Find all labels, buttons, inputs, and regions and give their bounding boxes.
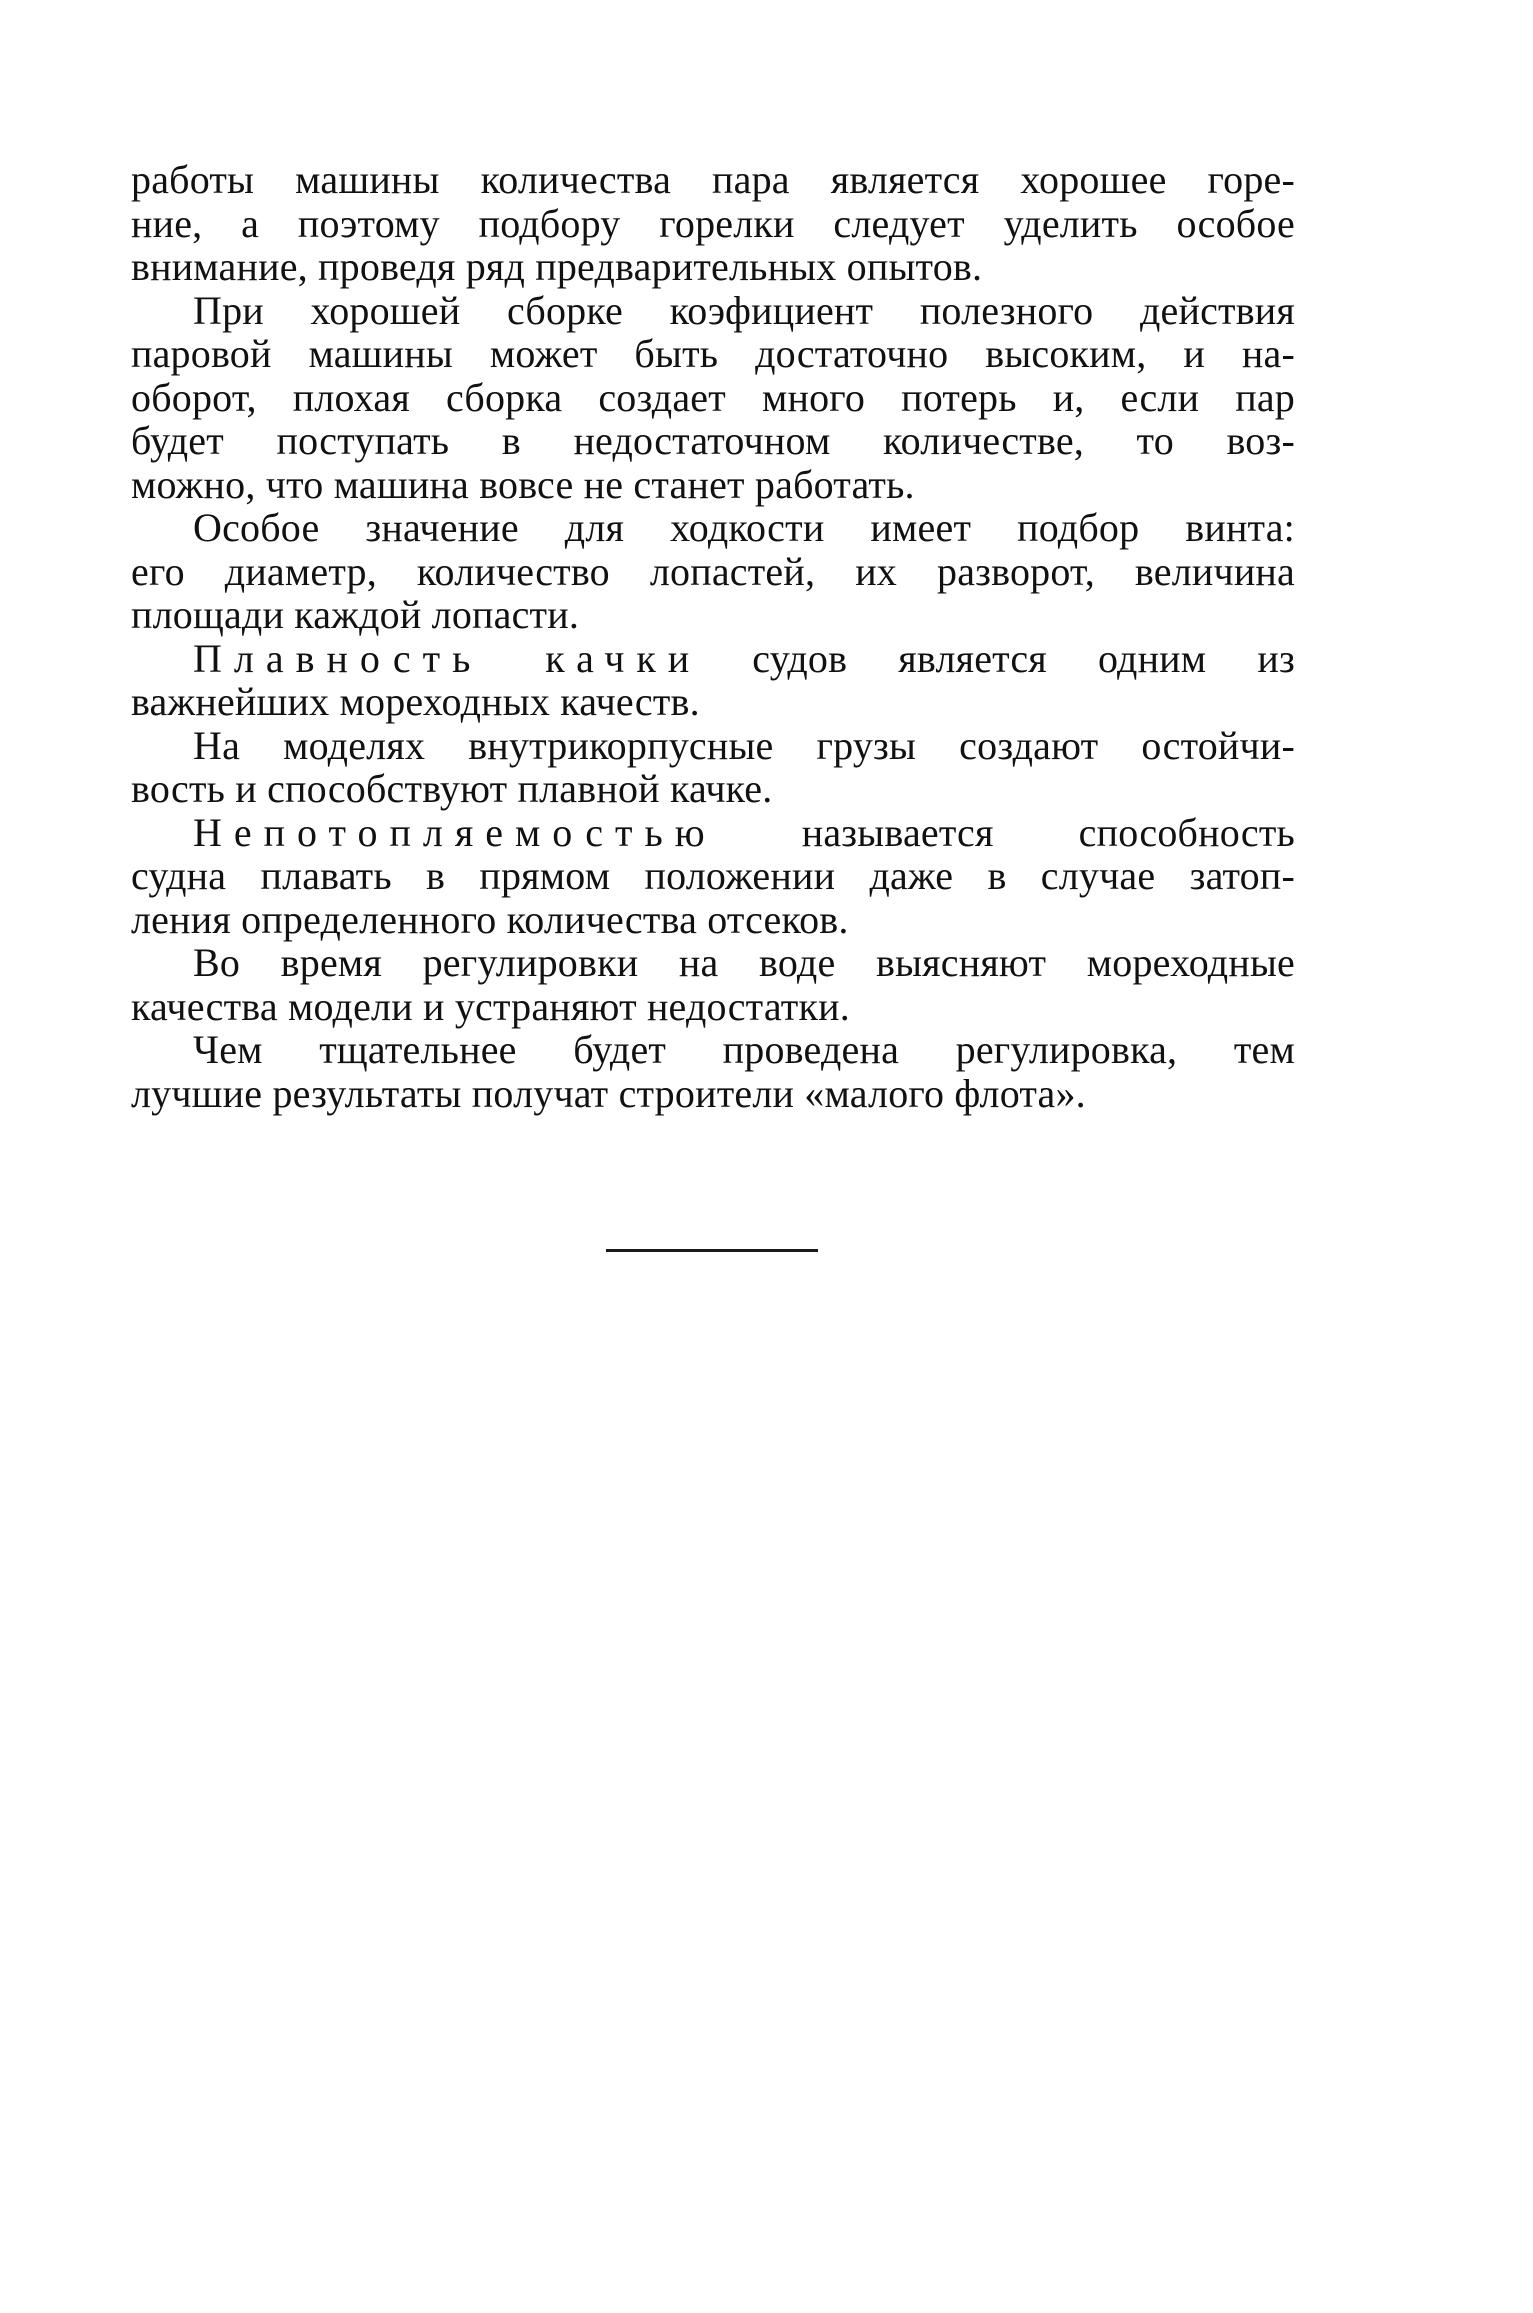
- end-rule: [606, 1249, 818, 1252]
- paragraph: [131, 941, 1295, 1028]
- text-line: Во время регулировки на воде выясняют мореходные: [193, 940, 1295, 985]
- text-line: площади каждой лопасти.: [131, 592, 580, 637]
- text-line: внимание, проведя ряд предварительных опытов.: [131, 244, 983, 289]
- paragraph: [131, 637, 1295, 724]
- text-line: судна плавать в прямом положении даже в случае затоп-: [131, 853, 1295, 898]
- spaced-emphasis: Плавность качки: [193, 635, 702, 681]
- paragraph: [131, 289, 1295, 507]
- text-line: работы машины количества пара является хорошее горе-: [131, 157, 1295, 202]
- text-line: важнейших мореходных качеств.: [131, 679, 700, 724]
- text-line: [131, 811, 1295, 855]
- paragraph: [131, 1028, 1295, 1115]
- text-line: можно, что машина вовсе не станет работать.: [131, 461, 915, 507]
- text-run: судов является одним из: [701, 635, 1295, 681]
- text-line: его диаметр, количество лопастей, их разворот, величина: [131, 548, 1295, 594]
- text-line: качества модели и устраняют недостатки.: [131, 983, 850, 1029]
- text-line: [131, 637, 1295, 681]
- text-line: На моделях внутрикорпусные грузы создают остойчи-: [193, 722, 1295, 768]
- spaced-emphasis: Непотопляемостью: [193, 809, 717, 855]
- text-run: называется способность: [716, 809, 1295, 855]
- body-text: [131, 158, 1295, 1115]
- paragraph: [131, 506, 1295, 637]
- paragraph: [131, 811, 1295, 942]
- text-line: ние, а поэтому подбору горелки следует уделить особое: [131, 200, 1295, 246]
- text-line: При хорошей сборке коэфициент полезного действия: [193, 287, 1295, 333]
- text-line: оборот, плохая сборка создает много потерь и, если пар: [131, 374, 1295, 420]
- text-line: Чем тщательнее будет проведена регулировка, тем: [193, 1027, 1295, 1072]
- text-line: будет поступать в недостаточном количестве, то воз-: [131, 418, 1295, 463]
- text-line: лучшие результаты получат строители «малого флота».: [131, 1070, 1086, 1116]
- text-line: вость и способствуют плавной качке.: [131, 766, 773, 811]
- text-line: ления определенного количества отсеков.: [131, 896, 849, 942]
- text-line: паровой машины может быть достаточно высоким, и на-: [131, 331, 1295, 376]
- text-line: Особое значение для ходкости имеет подбор винта:: [193, 505, 1295, 550]
- paragraph: [131, 724, 1295, 811]
- paragraph: [131, 158, 1295, 289]
